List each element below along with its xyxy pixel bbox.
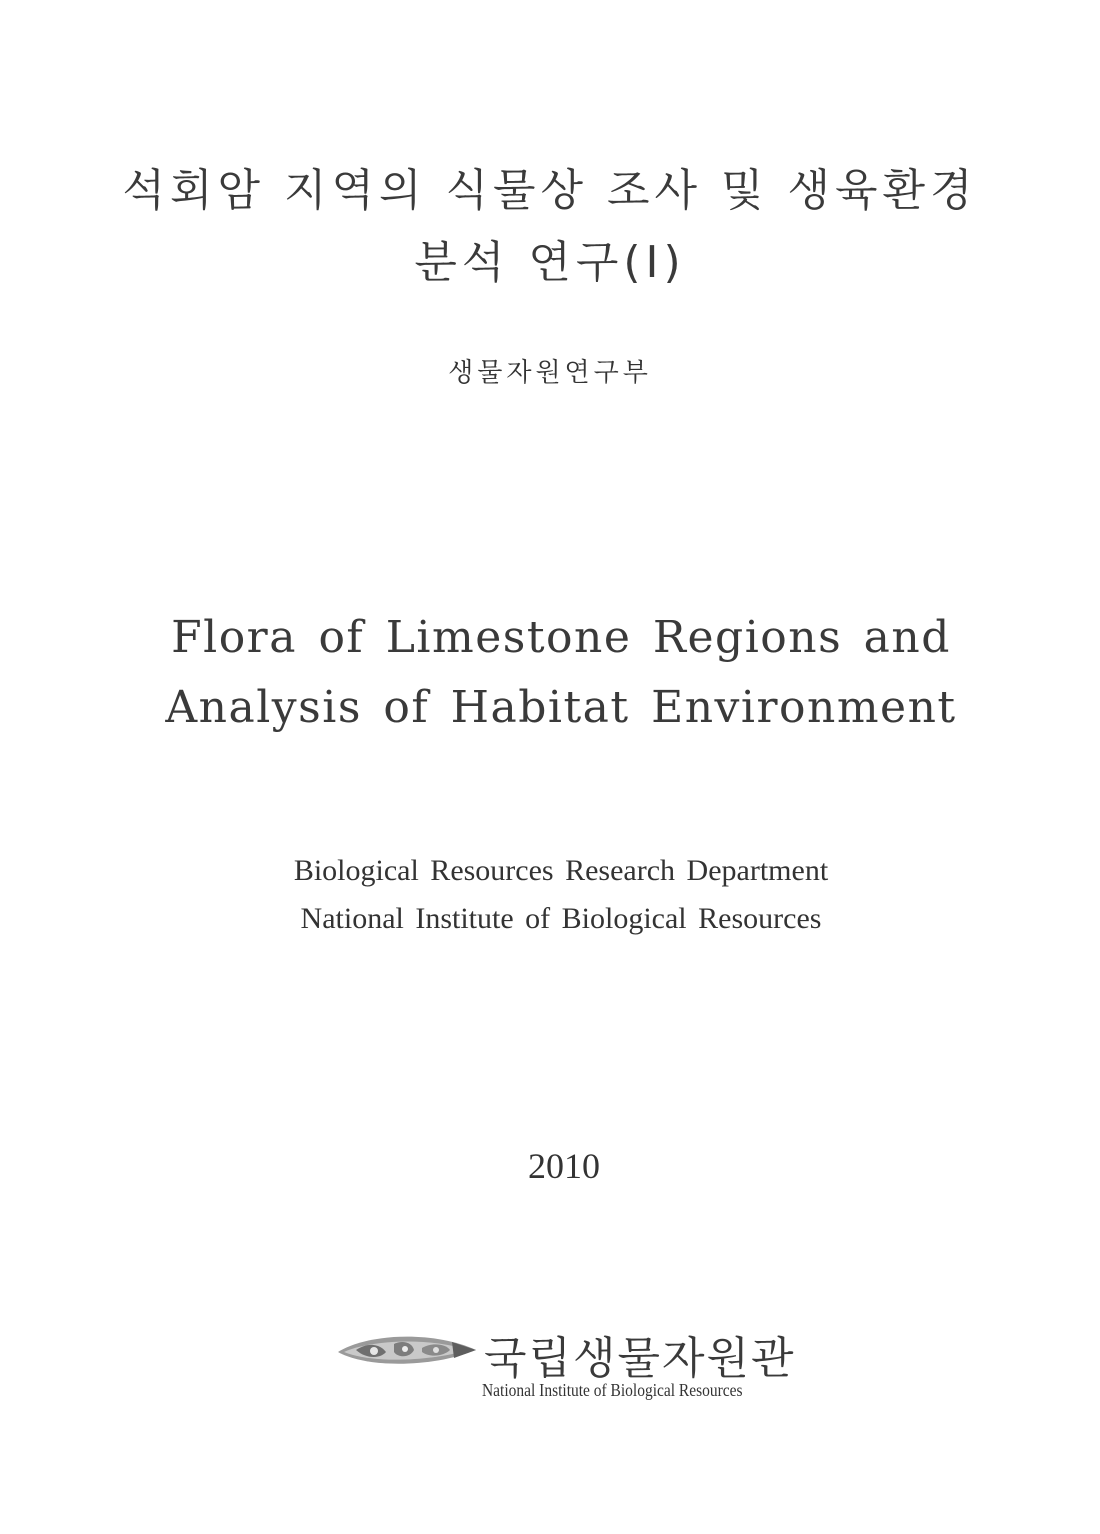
title-korean-line-2: 분석 연구(Ⅰ) — [414, 237, 686, 288]
title-english-line-1: Flora of Limestone Regions and — [171, 612, 951, 663]
publication-year: 2010 — [528, 1146, 600, 1186]
title-english-line-2: Analysis of Habitat Environment — [165, 682, 957, 733]
logo-english-name: National Institute of Biological Resources — [482, 1380, 743, 1400]
logo-korean-name: 국립생물자원관 — [484, 1333, 796, 1384]
department-english: Biological Resources Research Department — [293, 854, 829, 887]
institute-english: National Institute of Biological Resources — [300, 902, 822, 935]
leaf-emblem-icon — [336, 1328, 478, 1372]
title-korean-line-1: 석회암 지역의 식물상 조사 및 생육환경 — [122, 165, 978, 216]
department-korean: 생물자원연구부 — [448, 358, 652, 388]
institute-logo — [336, 1322, 816, 1412]
